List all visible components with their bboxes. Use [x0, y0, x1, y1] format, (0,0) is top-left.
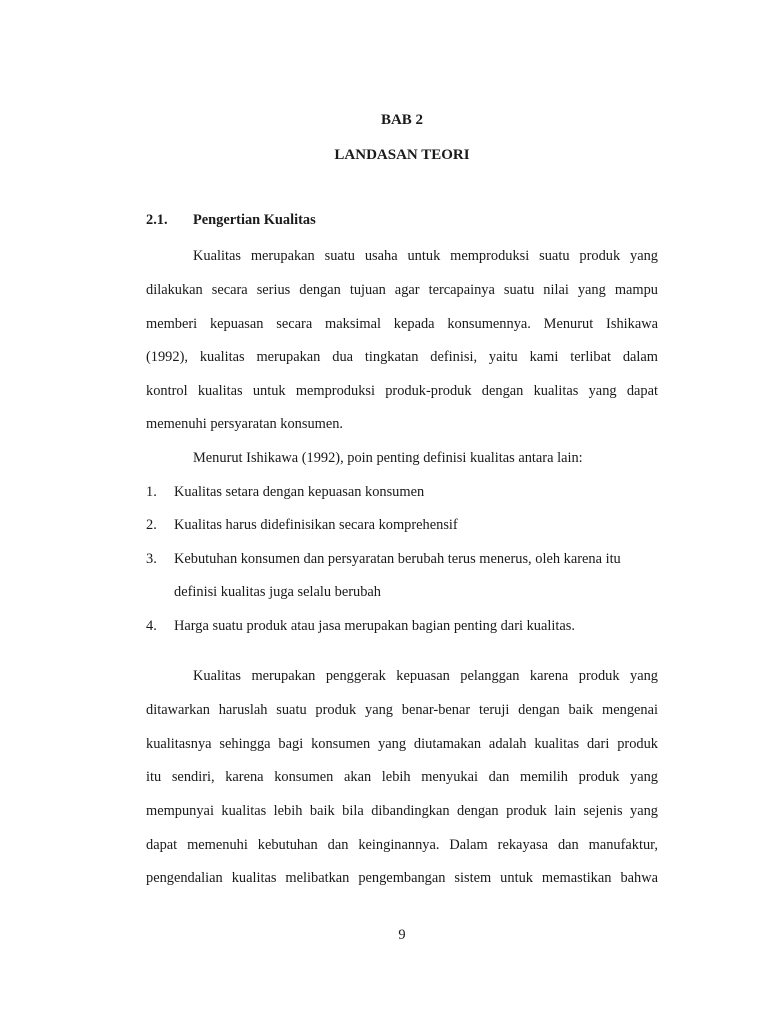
paragraph-line: (1992), kualitas merupakan dua tingkatan definisi, yaitu kami terlibat dalam: [146, 349, 658, 365]
paragraph-line: memberi kepuasan secara maksimal kepada konsumennya. Menurut Ishikawa: [146, 316, 658, 332]
list-number: 1.: [146, 484, 157, 500]
paragraph-line: Kualitas merupakan suatu usaha untuk memproduksi suatu produk yang: [193, 248, 658, 264]
paragraph-line: dilakukan secara serius dengan tujuan agar tercapainya suatu nilai yang mampu: [146, 282, 658, 298]
list-item: Kualitas setara dengan kepuasan konsumen: [174, 484, 425, 500]
list-item: Harga suatu produk atau jasa merupakan bagian penting dari kualitas.: [174, 618, 575, 634]
chapter-heading: BAB 2: [380, 112, 424, 128]
paragraph-line: kontrol kualitas untuk memproduksi produk-produk dengan kualitas yang dapat: [146, 383, 658, 399]
paragraph-line: itu sendiri, karena konsumen akan lebih menyukai dan memilih produk yang: [146, 769, 658, 785]
paragraph-line: ditawarkan haruslah suatu produk yang benar-benar teruji dengan baik mengenai: [146, 702, 658, 718]
list-item: Kualitas harus didefinisikan secara komprehensif: [174, 517, 458, 533]
intro-line: Menurut Ishikawa (1992), poin penting definisi kualitas antara lain:: [193, 450, 583, 466]
paragraph-line: mempunyai kualitas lebih baik bila dibandingkan dengan produk lain sejenis yang: [146, 803, 658, 819]
list-item-continuation: definisi kualitas juga selalu berubah: [174, 584, 382, 600]
chapter-title: LANDASAN TEORI: [334, 147, 470, 163]
list-item: Kebutuhan konsumen dan persyaratan berubah terus menerus, oleh karena itu: [174, 551, 621, 567]
paragraph-line: memenuhi persyaratan konsumen.: [146, 416, 344, 432]
list-number: 4.: [146, 618, 157, 634]
paragraph-line: kualitasnya sehingga bagi konsumen yang diutamakan adalah kualitas dari produk: [146, 736, 658, 752]
paragraph-line: dapat memenuhi kebutuhan dan keinginannya. Dalam rekayasa dan manufaktur,: [146, 837, 658, 853]
paragraph-line: pengendalian kualitas melibatkan pengembangan sistem untuk memastikan bahwa: [146, 870, 658, 886]
section-number: 2.1.: [146, 212, 168, 228]
page-number: 9: [398, 927, 406, 943]
paragraph-line: Kualitas merupakan penggerak kepuasan pelanggan karena produk yang: [193, 668, 658, 684]
section-title: Pengertian Kualitas: [193, 212, 316, 228]
list-number: 3.: [146, 551, 157, 567]
list-number: 2.: [146, 517, 157, 533]
